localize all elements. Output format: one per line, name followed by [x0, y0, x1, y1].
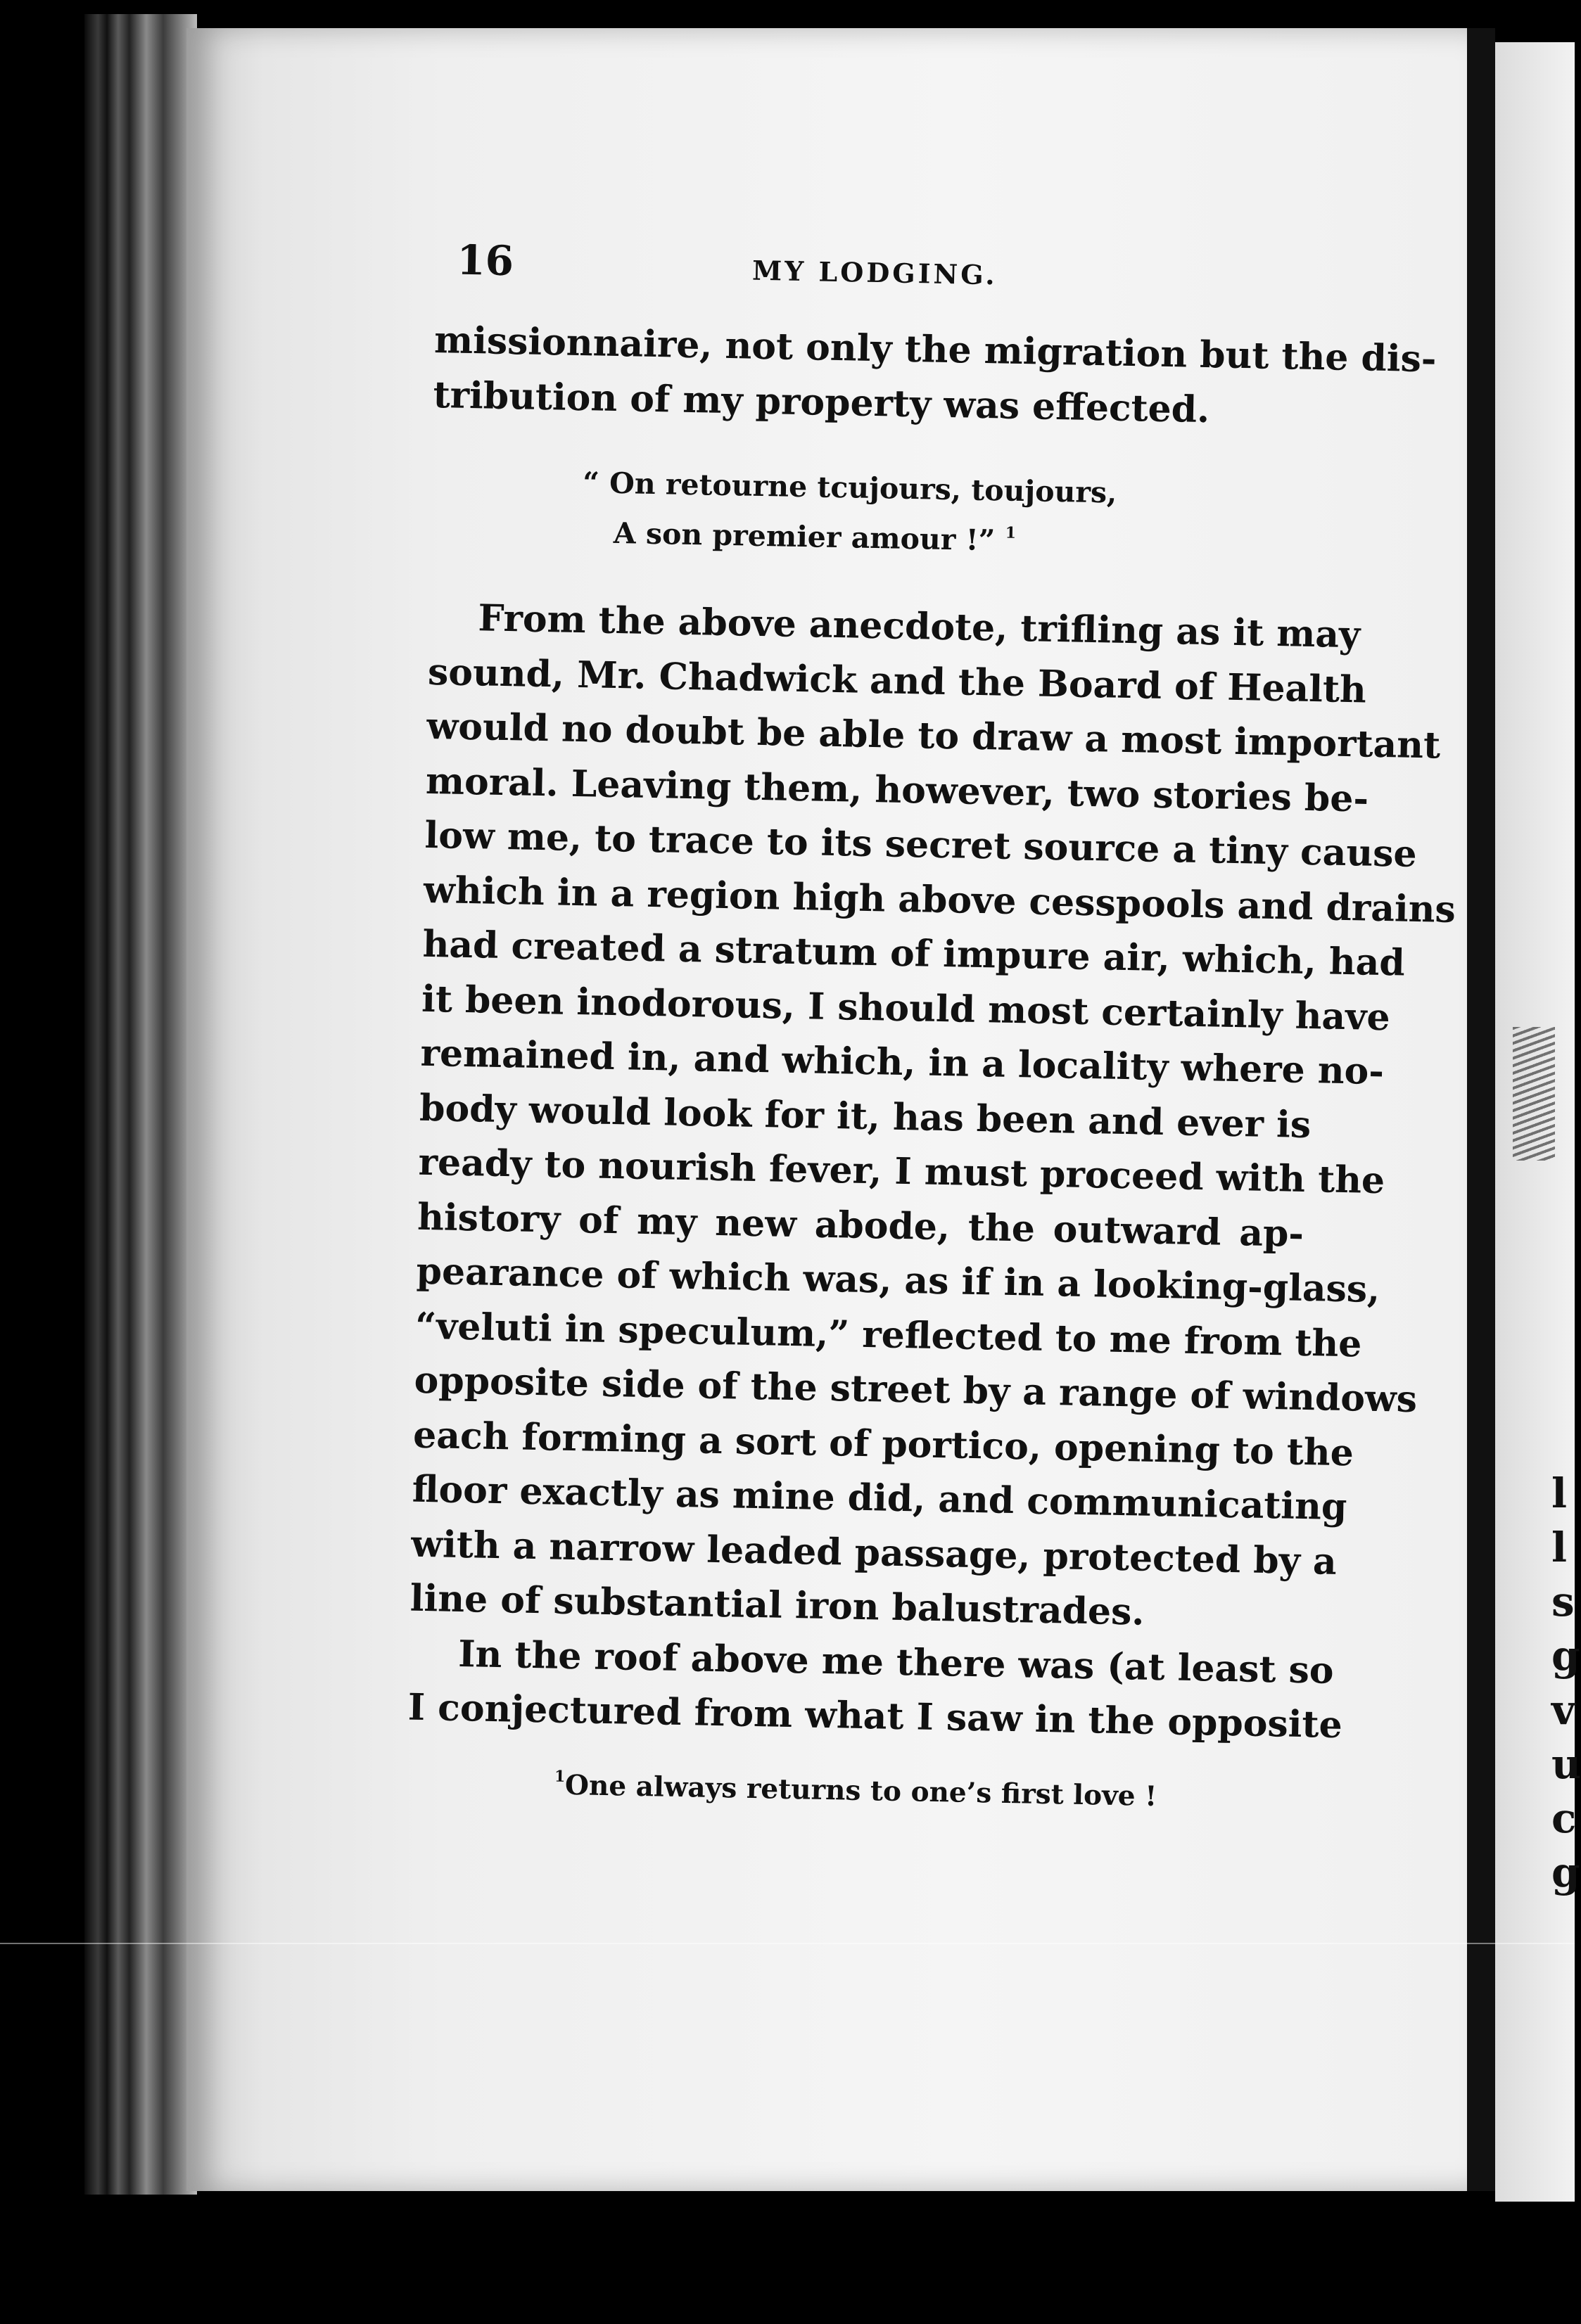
text-line: In the roof above me there was (at least so — [457, 1632, 1335, 1692]
page-gutter-shadow — [1467, 28, 1495, 2191]
text-line: which in a region high above cesspools and drains — [423, 868, 1456, 931]
text-line: pearance of which was, as if in a looking-glass, — [416, 1249, 1380, 1312]
paragraph-2 — [409, 590, 1456, 1642]
adjacent-page-letters: l l s g v u c g — [1551, 1469, 1581, 1896]
page-number: 16 — [456, 236, 514, 286]
footnote-marker: 1 — [1005, 523, 1017, 542]
text-line: floor exactly as mine did, and communicating — [412, 1467, 1347, 1529]
epigraph-quote — [581, 461, 1318, 568]
text-line: tribution of my property was effected. — [433, 373, 1210, 431]
quote-line: “ On retourne tcujours, toujours, — [582, 466, 1117, 510]
text-line: low me, to trace to its secret source a tiny cause — [424, 813, 1418, 876]
text-line: it been inodorous, I should most certainly have — [421, 977, 1391, 1039]
page-text-block — [406, 236, 1456, 1815]
adjacent-page-ornament — [1513, 1027, 1555, 1161]
text-line: remained in, and which, in a locality where no- — [420, 1031, 1385, 1094]
running-head: MY LODGING. — [751, 254, 998, 291]
text-line: opposite side of the street by a range of windows — [414, 1358, 1418, 1422]
book-spine — [84, 14, 197, 2195]
text-line: I conjectured from what I saw in the opposite — [407, 1685, 1343, 1747]
footnote-marker: 1 — [554, 1767, 566, 1786]
text-line: ready to nourish fever, I must proceed with the — [418, 1140, 1385, 1203]
text-line: history of my new abode, the outward ap- — [417, 1195, 1304, 1256]
quote-line: A son premier amour !” $^1$ — [613, 516, 1017, 558]
paragraph-1 — [433, 313, 1437, 439]
scan-artifact-line — [0, 1943, 1575, 1944]
text-line: body would look for it, has been and ever is — [419, 1086, 1312, 1147]
text-line: line of substantial iron balustrades. — [409, 1576, 1145, 1634]
text-line: From the above anecdote, trifling as it may — [477, 596, 1361, 657]
text-line: “veluti in speculum,” reflected to me from the — [414, 1304, 1362, 1366]
footnote-text: One always returns to one’s first love ! — [564, 1768, 1157, 1813]
text-line: moral. Leaving them, however, two stories be- — [425, 759, 1369, 821]
text-line: would no doubt be able to draw a most important — [426, 704, 1441, 767]
paragraph-3 — [407, 1626, 1343, 1751]
scanner-border — [0, 2209, 1575, 2324]
text-line: missionnaire, not only the migration but the dis- — [433, 318, 1437, 381]
text-line: each forming a sort of portico, opening to the — [412, 1413, 1354, 1474]
text-line: sound, Mr. Chadwick and the Board of Health — [427, 650, 1367, 711]
text-line: had created a stratum of impure air, which, had — [422, 922, 1406, 985]
text-line: with a narrow leaded passage, protected by a — [410, 1522, 1338, 1583]
